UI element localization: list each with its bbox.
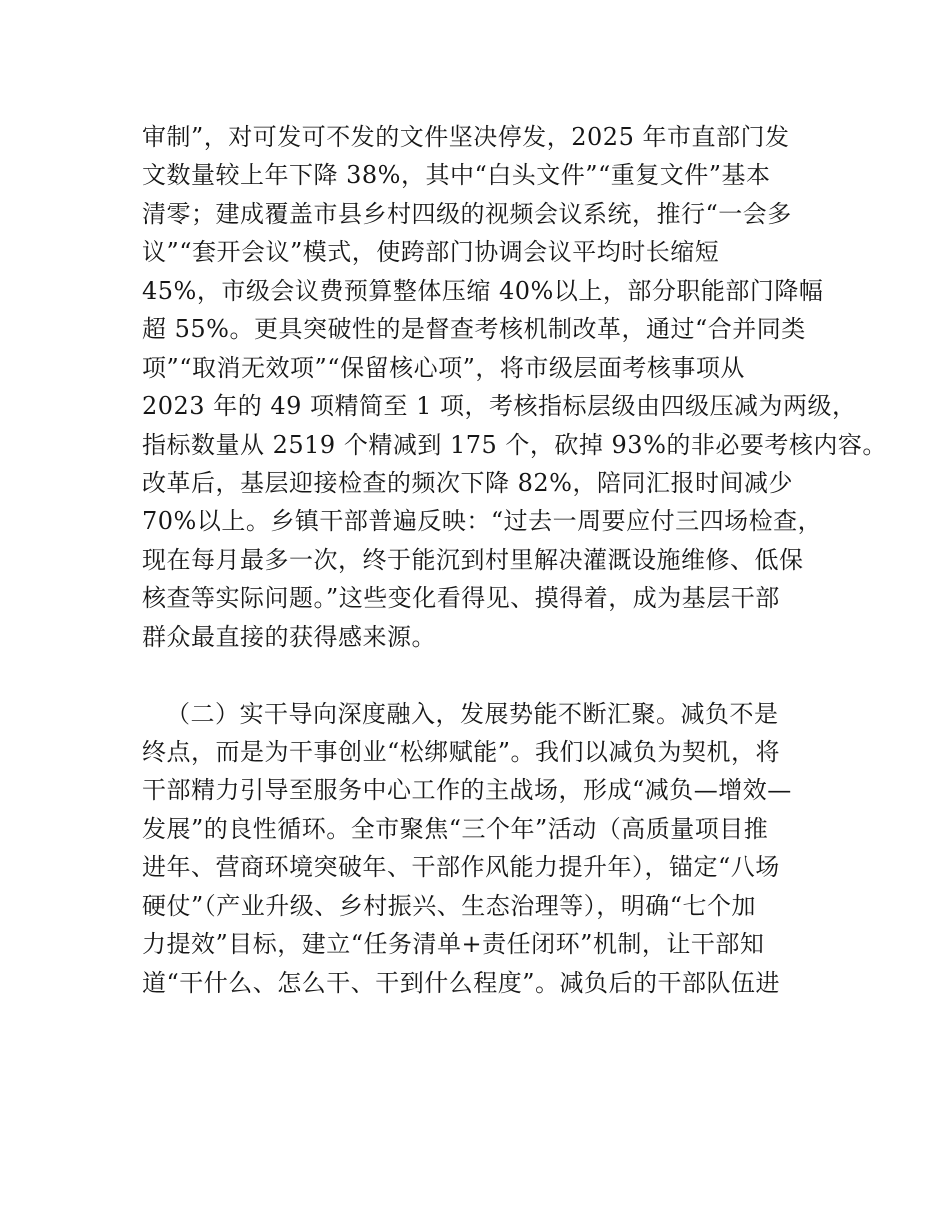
text-line: 干部精力引导至服务中心工作的主战场，形成“减负—增效— xyxy=(142,776,792,805)
text-line: 超 55%。更具突破性的是督查考核机制改革，通过“合并同类 xyxy=(142,315,806,344)
paragraph-heading-line: （二）实干导向深度融入，发展势能不断汇聚。减负不是 xyxy=(166,699,779,728)
text-line: 45%，市级会议费预算整体压缩 40%以上，部分职能部门降幅 xyxy=(142,276,824,305)
text-line: 项”“取消无效项”“保留核心项”，将市级层面考核事项从 xyxy=(142,353,745,382)
text-line: 2023 年的 49 项精简至 1 项，考核指标层级由四级压减为两级， xyxy=(142,392,857,421)
text-line: 群众最直接的获得感来源。 xyxy=(142,622,436,651)
text-line: 文数量较上年下降 38%，其中“白头文件”“重复文件”基本 xyxy=(142,161,771,190)
text-line: 核查等实际问题。”这些变化看得见、摸得着，成为基层干部 xyxy=(142,584,780,613)
text-line: 进年、营商环境突破年、干部作风能力提升年），锚定“八场 xyxy=(142,853,780,882)
text-line: 清零；建成覆盖市县乡村四级的视频会议系统，推行“一会多 xyxy=(142,199,792,228)
text-line: 改革后，基层迎接检查的频次下降 82%，陪同汇报时间减少 xyxy=(142,468,793,497)
text-line: 发展”的良性循环。全市聚焦“三个年”活动（高质量项目推 xyxy=(142,814,769,843)
text-line: 指标数量从 2519 个精减到 175 个，砍掉 93%的非必要考核内容。 xyxy=(142,430,887,459)
text-line: 议”“套开会议”模式，使跨部门协调会议平均时长缩短 xyxy=(142,238,720,267)
text-line: 审制”，对可发可不发的文件坚决停发，2025 年市直部门发 xyxy=(142,123,790,151)
document-body xyxy=(142,118,887,1002)
text-line: 力提效”目标，建立“任务清单+责任闭环”机制，让干部知 xyxy=(142,930,765,959)
paragraph-gap xyxy=(142,656,822,694)
text-line: 道“干什么、怎么干、干到什么程度”。减负后的干部队伍进 xyxy=(142,968,781,997)
text-line: 终点，而是为干事创业“松绑赋能”。我们以减负为契机，将 xyxy=(142,738,781,766)
text-line: 现在每月最多一次，终于能沉到村里解决灌溉设施维修、低保 xyxy=(142,545,804,574)
text-line: 70%以上。乡镇干部普遍反映：“过去一周要应付三四场检查， xyxy=(142,507,823,536)
text-line: 硬仗”（产业升级、乡村振兴、生态治理等），明确“七个加 xyxy=(142,891,757,920)
